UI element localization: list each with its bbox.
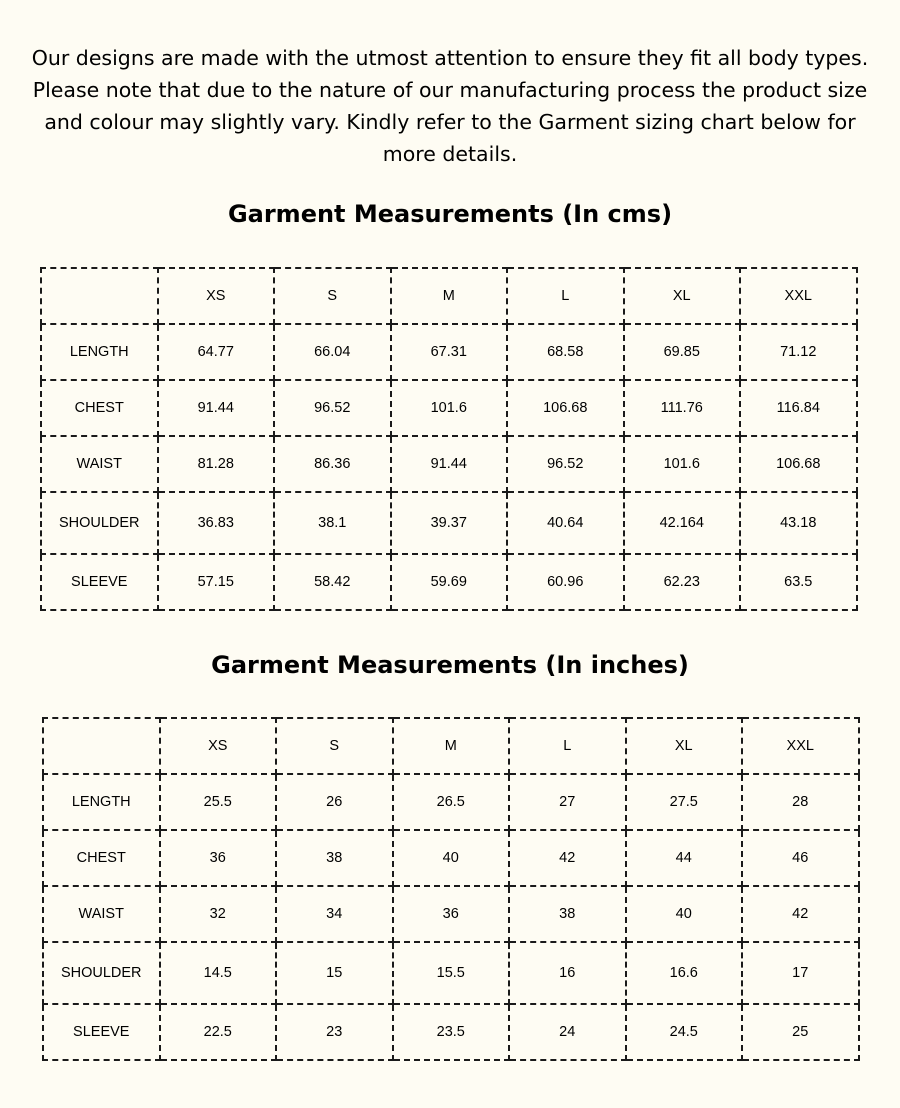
table-cell: 86.36 [274, 436, 391, 492]
table-cell: 106.68 [740, 436, 857, 492]
table-cell: 26 [276, 774, 393, 830]
row-label: LENGTH [43, 774, 160, 830]
table-cell: 116.84 [740, 380, 857, 436]
table-cell: 14.5 [160, 942, 277, 1004]
table-row [41, 554, 857, 610]
table-cell: 62.23 [624, 554, 741, 610]
table-row [41, 436, 857, 492]
intro-text: Our designs are made with the utmost attention to ensure they fit all body types. Please note that due to the nature of our manufacturing process the product size and colour may slightly vary. Kindly refer to the Garment sizing chart below for more details. [31, 46, 869, 166]
table-row [41, 324, 857, 380]
table-cell: 66.04 [274, 324, 391, 380]
table-cell: 40.64 [507, 492, 624, 554]
header-cell: XS [158, 268, 275, 324]
row-label: LENGTH [41, 324, 158, 380]
table-cell: 23.5 [393, 1004, 510, 1060]
table-cell: 64.77 [158, 324, 275, 380]
table-row [43, 830, 859, 886]
table-cell: 60.96 [507, 554, 624, 610]
inches-size-table [42, 717, 860, 1061]
table-cell: 22.5 [160, 1004, 277, 1060]
row-label: CHEST [43, 830, 160, 886]
table-cell: 42.164 [624, 492, 741, 554]
table-cell: 40 [626, 886, 743, 942]
header-cell: L [507, 268, 624, 324]
table-cell: 106.68 [507, 380, 624, 436]
row-label: SHOULDER [43, 942, 160, 1004]
table-header-row [41, 268, 857, 324]
table-cell: 81.28 [158, 436, 275, 492]
table-cell: 16 [509, 942, 626, 1004]
cm-size-table [40, 267, 858, 611]
table-cell: 40 [393, 830, 510, 886]
table-cell: 15 [276, 942, 393, 1004]
table-cell: 38 [509, 886, 626, 942]
table-cell: 24 [509, 1004, 626, 1060]
header-cell: S [276, 718, 393, 774]
table-cell: 27 [509, 774, 626, 830]
table-cell: 34 [276, 886, 393, 942]
table-cell: 71.12 [740, 324, 857, 380]
table-row [43, 1004, 859, 1060]
table-cell: 25.5 [160, 774, 277, 830]
table-cell: 32 [160, 886, 277, 942]
table-cell: 16.6 [626, 942, 743, 1004]
table-cell: 91.44 [391, 436, 508, 492]
table-cell: 44 [626, 830, 743, 886]
header-cell: XL [624, 268, 741, 324]
row-label: CHEST [41, 380, 158, 436]
table-cell: 43.18 [740, 492, 857, 554]
table-cell: 57.15 [158, 554, 275, 610]
header-cell: XL [626, 718, 743, 774]
header-cell: XXL [740, 268, 857, 324]
table-cell: 36 [393, 886, 510, 942]
header-cell: M [391, 268, 508, 324]
table-cell: 26.5 [393, 774, 510, 830]
table-cell: 96.52 [274, 380, 391, 436]
table-cell: 42 [742, 886, 859, 942]
header-cell: L [509, 718, 626, 774]
table-cell: 68.58 [507, 324, 624, 380]
table-cell: 58.42 [274, 554, 391, 610]
table-cell: 36.83 [158, 492, 275, 554]
table-cell: 96.52 [507, 436, 624, 492]
header-cell: M [393, 718, 510, 774]
row-label: WAIST [43, 886, 160, 942]
table-cell: 46 [742, 830, 859, 886]
table-row [41, 380, 857, 436]
row-label: SLEEVE [43, 1004, 160, 1060]
table-cell: 24.5 [626, 1004, 743, 1060]
table-cell: 25 [742, 1004, 859, 1060]
row-label: SHOULDER [41, 492, 158, 554]
table-cell: 38 [276, 830, 393, 886]
header-cell: S [274, 268, 391, 324]
table-cell: 67.31 [391, 324, 508, 380]
row-label: WAIST [41, 436, 158, 492]
table-cell: 28 [742, 774, 859, 830]
table-cell: 27.5 [626, 774, 743, 830]
table-row [43, 886, 859, 942]
header-cell: XXL [742, 718, 859, 774]
table-cell: 38.1 [274, 492, 391, 554]
table-cell: 101.6 [624, 436, 741, 492]
table-cell: 36 [160, 830, 277, 886]
cm-table-title: Garment Measurements (In cms) [227, 200, 673, 228]
header-cell [43, 718, 160, 774]
table-header-row [43, 718, 859, 774]
table-cell: 69.85 [624, 324, 741, 380]
table-cell: 39.37 [391, 492, 508, 554]
table-cell: 91.44 [158, 380, 275, 436]
header-cell: XS [160, 718, 277, 774]
table-cell: 17 [742, 942, 859, 1004]
table-cell: 63.5 [740, 554, 857, 610]
table-cell: 101.6 [391, 380, 508, 436]
row-label: SLEEVE [41, 554, 158, 610]
table-row [41, 492, 857, 554]
table-cell: 59.69 [391, 554, 508, 610]
table-cell: 42 [509, 830, 626, 886]
table-row [43, 774, 859, 830]
table-cell: 111.76 [624, 380, 741, 436]
inches-table-title: Garment Measurements (In inches) [211, 651, 689, 679]
table-cell: 15.5 [393, 942, 510, 1004]
header-cell [41, 268, 158, 324]
table-row [43, 942, 859, 1004]
table-cell: 23 [276, 1004, 393, 1060]
